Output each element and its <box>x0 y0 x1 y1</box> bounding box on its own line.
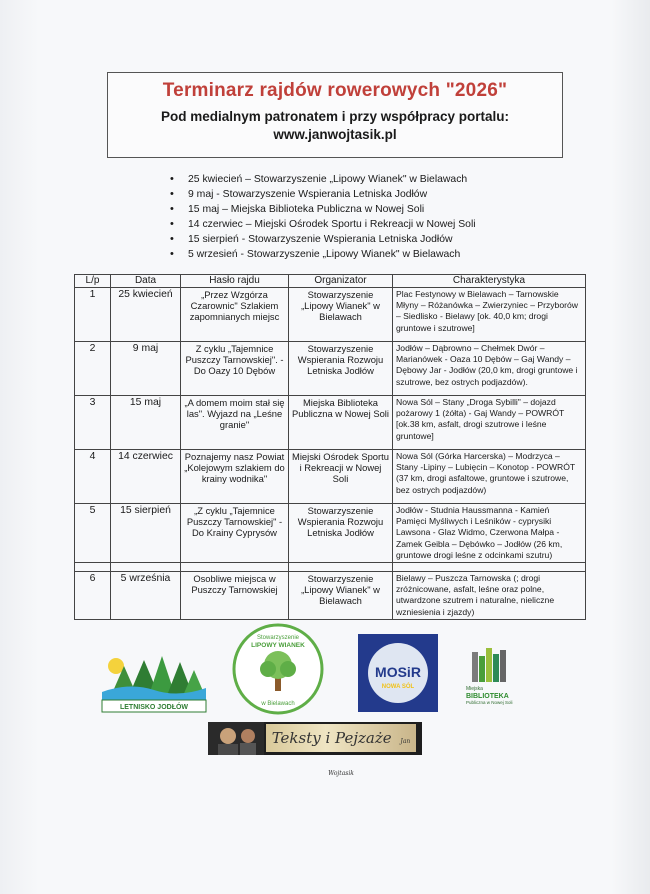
cell-characteristics: Nowa Sól (Górka Harcerska) – Modrzyca – Stany -Lipiny – Lubięcin – Konotop - POWRÓT (37 km, drogi asfaltowe, gruntowe i szutrowe, bez ostrych podjazdów) <box>393 450 586 504</box>
biblioteka-logo <box>462 646 526 708</box>
cell-haslo: Z cyklu „Tajemnice Puszczy Tarnowskiej". - Do Oazy 10 Dębów <box>181 342 289 396</box>
list-item: • 15 sierpień - Stowarzyszenie Wspierania Letniska Jodłów <box>170 232 476 247</box>
cell-organizer: Miejski Ośrodek Sportu i Rekreacji w Nowej Soli <box>289 450 393 504</box>
cell-lp: 2 <box>75 342 111 396</box>
list-item: • 5 wrzesień - Stowarzyszenie „Lipowy Wianek" w Bielawach <box>170 247 476 262</box>
header-date: Data <box>111 275 181 288</box>
header-box <box>107 72 563 158</box>
table-row <box>75 450 586 504</box>
cell-date: 15 sierpień <box>111 504 181 563</box>
portal-url: www.janwojtasik.pl <box>273 127 397 142</box>
cell-date: 5 września <box>111 572 181 620</box>
list-item: • 25 kwiecień – Stowarzyszenie „Lipowy Wianek" w Bielawach <box>170 172 476 187</box>
list-item: • 15 maj – Miejska Biblioteka Publiczna w Nowej Soli <box>170 202 476 217</box>
teksty-pejzaze-banner <box>208 722 422 777</box>
wianek-top-label: Stowarzyszenie <box>256 635 300 641</box>
cell-haslo: „Przez Wzgórza Czarownic" Szlakiem zapomnianych miejsc <box>181 288 289 342</box>
table-row <box>75 342 586 396</box>
portrait-icon <box>208 722 264 755</box>
page-title: Terminarz rajdów rowerowych "2026" <box>162 80 508 101</box>
cell-organizer: Stowarzyszenie „Lipowy Wianek" w Bielawach <box>289 288 393 342</box>
cell-haslo: Poznajemy nasz Powiat „Kolejowym szlakiem do krainy wodnika" <box>181 450 289 504</box>
list-item: • 9 maj - Stowarzyszenie Wspierania Letniska Jodłów <box>170 187 476 202</box>
banner-author: Jan Wojtasik <box>328 738 411 777</box>
wianek-bottom-label: w Bielawach <box>261 701 295 707</box>
cell-organizer: Miejska Biblioteka Publiczna w Nowej Soli <box>289 396 393 450</box>
cell-date: 25 kwiecień <box>111 288 181 342</box>
cell-organizer: Stowarzyszenie Wspierania Rozwoju Letniska Jodłów <box>289 342 393 396</box>
banner-title <box>266 724 416 777</box>
cell-haslo: „A domem moim stał się las". Wyjazd na „Leśne granie" <box>181 396 289 450</box>
mosir-logo <box>358 634 438 712</box>
cell-organizer: Stowarzyszenie „Lipowy Wianek" w Bielawach <box>289 572 393 620</box>
mosir-label: MOSiR <box>375 664 421 680</box>
cell-haslo: Osobliwe miejsca w Puszczy Tarnowskiej <box>181 572 289 620</box>
cell-haslo: „Z cyklu „Tajemnice Puszczy Tarnowskiej" - Do Krainy Cyprysów <box>181 504 289 563</box>
cell-lp: 6 <box>75 572 111 620</box>
cell-date: 14 czerwiec <box>111 450 181 504</box>
mosir-sub-label: NOWA SÓL <box>381 684 415 690</box>
letnisko-label: LETNISKO JODŁÓW <box>119 704 189 711</box>
cell-lp: 1 <box>75 288 111 342</box>
header-haslo: Hasło rajdu <box>181 275 289 288</box>
cell-characteristics: Jodłów – Dąbrowno – Chełmek Dwór – Marianówek - Oaza 10 Dębów – Gaj Wandy – Dębowy Jar - Jodłów (20,0 km, drogi gruntowe i szutrowe, bez ostrych podjazdów). <box>393 342 586 396</box>
cell-lp: 5 <box>75 504 111 563</box>
bib-label-3: Publiczna w Nowej Soli <box>466 700 513 705</box>
table-header-row <box>75 275 586 288</box>
header-organizer: Organizator <box>289 275 393 288</box>
bib-label-1: Miejska <box>466 686 483 692</box>
table-row <box>75 396 586 450</box>
table-row <box>75 504 586 563</box>
table-row <box>75 572 586 620</box>
header-characteristics: Charakterystyka <box>393 275 586 288</box>
cell-characteristics: Jodłów - Studnia Haussmanna - Kamień Pamięci Myśliwych i Leśników - cyprysiki Lawsona - Glaz Widmo, Czerwona Małpa - Zamek Geibla – Dębówko – Jodłów (26 km, gruntowe drogi leśne z odcinkami szutru) <box>393 504 586 563</box>
wianek-name-label: LIPOWY WIANEK <box>251 642 305 649</box>
banner-title-text: Teksty i Pejzaże <box>271 729 392 747</box>
cell-characteristics: Bielawy – Puszcza Tarnowska (; drogi zróżnicowane, asfalt, leśne oraz polne, utwardzone szutrem i naturalne, nieliczne wzniesienia i zjazdy) <box>393 572 586 620</box>
table-row <box>75 288 586 342</box>
bib-label-2: BIBLIOTEKA <box>466 693 509 700</box>
books-icon <box>472 652 478 682</box>
cell-date: 15 maj <box>111 396 181 450</box>
cell-characteristics: Nowa Sól – Stany „Droga Sybilli" – dojazd pożarowy 1 (żółta) - Gaj Wandy – POWRÓT [ok.38 km, asfalt, drogi szutrowe i leśne gruntowe] <box>393 396 586 450</box>
event-list <box>170 172 476 262</box>
header-lp: L/p <box>75 275 111 288</box>
page-subtitle: Pod medialnym patronatem i przy współpracy portalu: <box>160 109 510 124</box>
table-spacer-row <box>75 563 586 572</box>
schedule-table <box>74 274 586 620</box>
list-item: • 14 czerwiec – Miejski Ośrodek Sportu i Rekreacji w Nowej Soli <box>170 217 476 232</box>
cell-organizer: Stowarzyszenie Wspierania Rozwoju Letniska Jodłów <box>289 504 393 563</box>
cell-date: 9 maj <box>111 342 181 396</box>
letnisko-jodlow-logo <box>100 652 208 714</box>
cell-lp: 3 <box>75 396 111 450</box>
cell-lp: 4 <box>75 450 111 504</box>
cell-characteristics: Plac Festynowy w Bielawach – Tarnowskie Młyny – Różanówka – Zwierzyniec – Przyborów – Siedlisko - Bielawy [ok. 40,0 km; drogi gruntowe i szutrowe] <box>393 288 586 342</box>
lipowy-wianek-logo <box>232 623 324 715</box>
